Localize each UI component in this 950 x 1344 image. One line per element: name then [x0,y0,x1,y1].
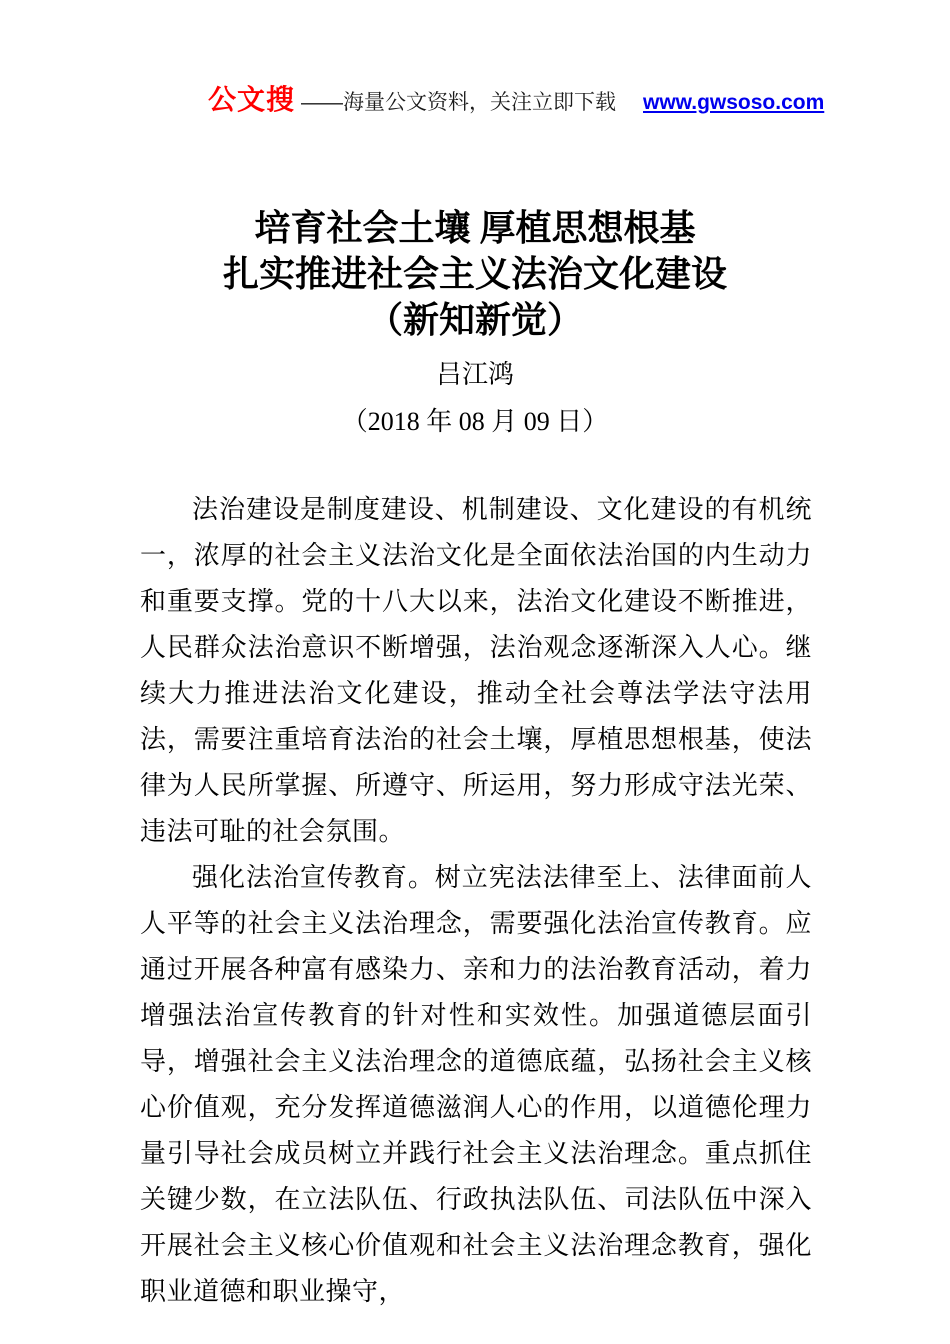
author-name: 吕江鸿 [435,360,514,389]
body-paragraph: 强化法治宣传教育。树立宪法法律至上、法律面前人人平等的社会主义法治理念，需要强化法治宣传教育。应通过开展各种富有感染力、亲和力的法治教育活动，着力增强法治宣传教育的针对性和实效性。加强道德层面引导，增强社会主义法治理念的道德底蕴，弘扬社会主义核心价值观，充分发挥道德滋润人心的作用，以道德伦理力量引导社会成员树立并践行社会主义法治理念。重点抓住关键少数，在立法队伍、行政执法队伍、司法队伍中深入开展社会主义核心价值观和社会主义法治理念教育，强化职业道德和职业操守， [140,863,812,1306]
brand-logo-text: 公文搜 [208,84,296,115]
title-line-3: （新知新觉） [366,300,583,340]
body-paragraph: 法治建设是制度建设、机制建设、文化建设的有机统一，浓厚的社会主义法治文化是全面依法治国的内生动力和重要支撑。党的十八大以来，法治文化建设不断推进，人民群众法治意识不断增强，法治观念逐渐深入人心。继续大力推进法治文化建设，推动全社会尊法学法守法用法，需要注重培育法治的社会土壤，厚植思想根基，使法律为人民所掌握、所遵守、所运用，努力形成守法光荣、违法可耻的社会氛围。 [140,495,812,846]
title-line-2: 扎实推进社会主义法治文化建设 [222,254,727,294]
title-line-1: 培育社会土壤 厚植思想根基 [254,208,696,248]
document-title [0,205,950,343]
header-tagline: ——海量公文资料，关注立即下载 [301,91,617,114]
document-body [140,487,812,1315]
site-link[interactable]: www.gwsoso.com [643,91,825,114]
publication-date: （2018 年 08 月 09 日） [341,407,609,436]
